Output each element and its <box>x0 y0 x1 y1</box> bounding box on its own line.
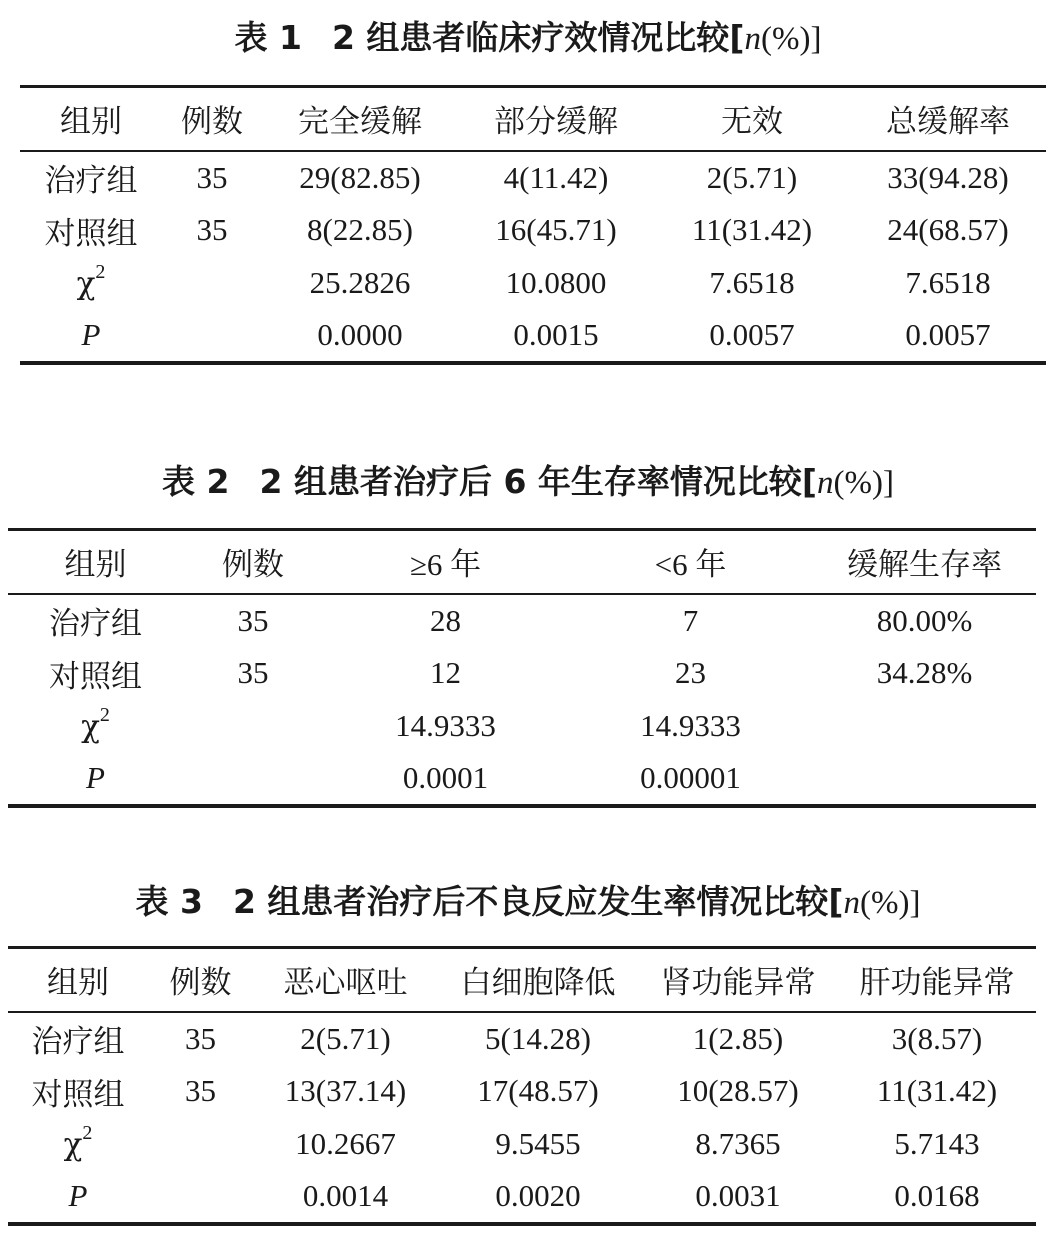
chi-square-label: $\chi^2$ <box>76 260 106 302</box>
column-header: 无效 <box>654 87 850 151</box>
table-cell: 8(22.85) <box>307 212 413 247</box>
table-cell: 治疗组 <box>31 1024 125 1059</box>
column-header: 完全缓解 <box>262 87 458 151</box>
table-cell: 0.0015 <box>513 317 599 352</box>
table-row <box>8 594 1036 647</box>
table2-caption-title: 2 组患者治疗后 6 年生存率情况比较[ <box>259 462 817 501</box>
table-row <box>20 204 1046 257</box>
p-value-label: P <box>68 1178 88 1213</box>
column-header: 白细胞降低 <box>438 948 638 1012</box>
table-cell: 7.6518 <box>709 265 795 300</box>
table3-caption <box>0 882 1056 923</box>
table-cell: 10.0800 <box>505 265 607 300</box>
table-cell: 16(45.71) <box>495 212 617 247</box>
table-cell: 10(28.57) <box>677 1073 799 1108</box>
table1 <box>20 85 1046 365</box>
column-header: 肝功能异常 <box>838 948 1036 1012</box>
table-cell: 80.00% <box>876 602 973 638</box>
table1-caption <box>0 18 1056 59</box>
table-cell: 2(5.71) <box>706 159 798 195</box>
table2-caption-unit: n <box>816 465 834 501</box>
table-cell: 0.0057 <box>709 317 795 352</box>
chi-square-row <box>8 700 1036 753</box>
table-cell: 0.00001 <box>640 760 741 795</box>
table-cell <box>813 753 1036 806</box>
table-cell: 0.0000 <box>317 317 403 352</box>
table-cell: 12 <box>430 655 461 690</box>
table1-caption-unit: n <box>744 21 762 57</box>
table-cell: 0.0020 <box>495 1178 581 1213</box>
table-cell: 25.2826 <box>309 265 411 300</box>
table3-caption-unit-rest: (%)] <box>860 885 921 921</box>
table-cell: 1(2.85) <box>692 1020 784 1056</box>
column-header: 组别 <box>8 948 148 1012</box>
table-cell: 治疗组 <box>44 163 138 198</box>
table-cell: 13(37.14) <box>284 1073 407 1108</box>
column-header: 例数 <box>148 948 253 1012</box>
table-cell <box>183 700 323 753</box>
table-cell: 4(11.42) <box>503 159 609 195</box>
table-cell: 5(14.28) <box>485 1020 591 1056</box>
p-value-row <box>8 753 1036 806</box>
table1-caption-label: 表 1 <box>234 18 302 57</box>
table-cell: 0.0001 <box>402 760 489 795</box>
table-header-row <box>20 87 1046 151</box>
table3 <box>8 946 1036 1226</box>
table-cell: 对照组 <box>49 658 142 694</box>
table1-caption-unit-rest: (%)] <box>761 21 822 57</box>
p-value-label: P <box>86 760 105 795</box>
table-cell: 7.6518 <box>905 265 991 300</box>
table2 <box>8 528 1036 808</box>
table-cell: 11(31.42) <box>691 212 813 247</box>
table-cell: 8.7365 <box>695 1126 781 1161</box>
table-cell: 35 <box>196 212 228 247</box>
table-cell: 35 <box>196 159 228 195</box>
table-cell: 24(68.57) <box>887 212 1009 247</box>
chi-square-row <box>20 257 1046 310</box>
table-cell: 35 <box>237 602 269 638</box>
table-cell <box>148 1118 253 1171</box>
table-cell: 35 <box>185 1020 216 1056</box>
table-cell <box>813 700 1036 753</box>
table-cell: 对照组 <box>44 215 138 251</box>
table-cell: 0.0168 <box>894 1178 980 1213</box>
table-cell: 0.0031 <box>695 1178 781 1213</box>
p-value-label: P <box>81 317 101 352</box>
table-cell: 33(94.28) <box>887 159 1009 195</box>
column-header: 总缓解率 <box>850 87 1046 151</box>
table-cell <box>162 310 262 363</box>
table-row <box>8 1012 1036 1065</box>
column-header: 肾功能异常 <box>638 948 838 1012</box>
table3-caption-title: 2 组患者治疗后不良反应发生率情况比较[ <box>232 882 844 921</box>
table-cell: 7 <box>682 602 699 638</box>
column-header: 缓解生存率 <box>813 530 1036 594</box>
table-cell: 0.0014 <box>302 1178 389 1213</box>
chi-square-row <box>8 1118 1036 1171</box>
table-cell: 34.28% <box>876 655 973 690</box>
table2-caption-label: 表 2 <box>162 462 230 501</box>
table-cell: 35 <box>237 655 269 690</box>
table-cell: 14.9333 <box>395 708 496 743</box>
table-cell: 23 <box>675 655 706 690</box>
table-cell <box>148 1171 253 1224</box>
table-cell: 治疗组 <box>49 606 142 641</box>
table2-caption <box>0 462 1056 503</box>
table-cell <box>162 257 262 310</box>
table-cell: 2(5.71) <box>300 1020 391 1056</box>
p-value-row <box>20 310 1046 363</box>
table3-caption-unit: n <box>843 885 861 921</box>
table-cell: 28 <box>430 602 461 638</box>
column-header: 组别 <box>8 530 183 594</box>
table-row <box>8 1065 1036 1118</box>
table-cell <box>183 753 323 806</box>
table-cell: 3(8.57) <box>891 1020 983 1056</box>
table-row <box>20 151 1046 204</box>
table3-caption-label: 表 3 <box>135 882 203 921</box>
column-header: <6 年 <box>568 530 813 594</box>
table-cell: 5.7143 <box>894 1126 980 1161</box>
table-cell: 17(48.57) <box>477 1073 599 1108</box>
column-header: 例数 <box>162 87 262 151</box>
table-row <box>8 647 1036 700</box>
table1-caption-title: 2 组患者临床疗效情况比较[ <box>331 18 745 57</box>
column-header: 组别 <box>20 87 162 151</box>
table-cell: 10.2667 <box>295 1126 396 1161</box>
table-cell: 对照组 <box>31 1076 125 1112</box>
chi-square-label: $\chi^2$ <box>81 703 110 745</box>
table-cell: 0.0057 <box>905 317 991 352</box>
column-header: 恶心呕吐 <box>253 948 438 1012</box>
table-header-row <box>8 530 1036 594</box>
table-cell: 9.5455 <box>495 1126 581 1161</box>
table-cell: 35 <box>185 1073 216 1108</box>
table-cell: 29(82.85) <box>299 159 421 195</box>
chi-square-label: $\chi^2$ <box>63 1121 93 1163</box>
column-header: 例数 <box>183 530 323 594</box>
table-cell: 14.9333 <box>640 708 741 743</box>
column-header: ≥6 年 <box>323 530 568 594</box>
table2-caption-unit-rest: (%)] <box>833 465 894 501</box>
table-header-row <box>8 948 1036 1012</box>
p-value-row <box>8 1171 1036 1224</box>
column-header: 部分缓解 <box>458 87 654 151</box>
table-cell: 11(31.42) <box>876 1073 998 1108</box>
